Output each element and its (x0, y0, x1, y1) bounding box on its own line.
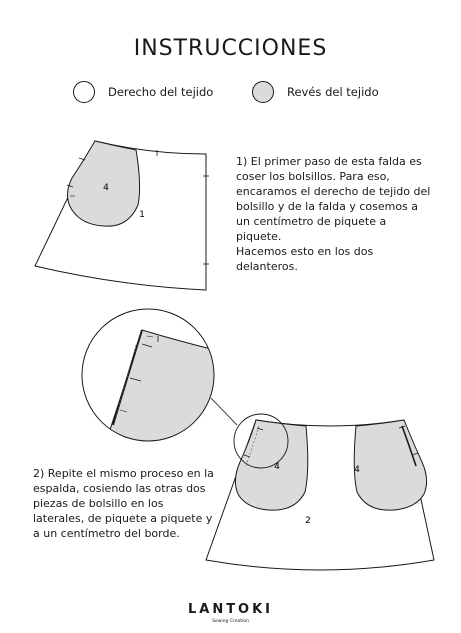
step1-skirt-number: 1 (139, 210, 145, 220)
step2-instruction: 2) Repite el mismo proceso en la espalda, cosiendo las otras dos piezas de bolsillo en los laterales, de piquete a piquete y a un centímetro del borde. (33, 467, 214, 540)
legend-wrong-side-label: Revés del tejido (287, 85, 379, 99)
step2-right-pocket (354, 420, 426, 510)
step2-right-pocket-number: 4 (354, 465, 360, 475)
brand-logo-text: LANTOKI (187, 602, 274, 617)
step1-pocket-number: 4 (103, 183, 109, 193)
brand-tagline: Sewing Creation (212, 619, 249, 624)
step2-left-pocket-number: 4 (274, 462, 280, 472)
page-title: INSTRUCCIONES (133, 36, 328, 61)
step1-instruction: 1) El primer paso de esta falda es coser los bolsillos. Para eso, encaramos el derecho de tejido del bolsillo y de la falda y cosemos a un centímetro de piquete a piquete. Hacemos esto en los dos delanteros. (236, 155, 431, 273)
step2-zoom-detail (82, 309, 215, 460)
legend-right-side-label: Derecho del tejido (108, 85, 214, 99)
step2-skirt-number: 2 (305, 516, 311, 526)
step2-zoom-connector (211, 398, 237, 425)
step2-left-pocket (235, 420, 307, 510)
